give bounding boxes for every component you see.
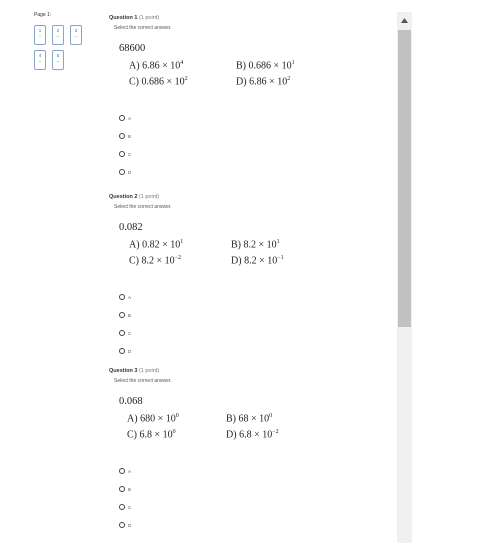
nav-status: -- [38,34,42,39]
choice-mantissa: 0.82 × 10 [142,239,181,251]
choice-letter: A) [129,60,140,72]
choice-letter: A) [129,239,140,251]
radio-option-c[interactable] [119,328,131,338]
radio-label: B [128,486,132,492]
choice-letter: D) [226,429,237,441]
choice-mantissa: 6.8 × 10 [139,429,173,441]
radio-option-b[interactable] [119,131,131,141]
choice-mantissa: 0.686 × 10 [248,60,292,72]
choice-letter: C) [129,76,139,88]
nav-number: 2 [56,28,60,33]
choice-letter: B) [236,60,246,72]
nav-status: -- [74,34,78,39]
choice-exponent: 4 [180,60,184,66]
choice-letter: A) [127,413,138,425]
radio-label: D [128,348,132,354]
radio-label: A [128,115,132,121]
radio-button[interactable] [119,486,125,492]
choice-mantissa: 6.86 × 10 [142,60,181,72]
radio-label: C [128,151,132,157]
choice-a [129,239,183,250]
radio-option-b[interactable] [119,310,131,320]
question-title [109,15,389,21]
choice-exponent: 0 [269,413,273,419]
radio-label: C [128,330,132,336]
radio-option-d[interactable] [119,520,131,530]
question-points: (1 point) [138,368,160,374]
radio-option-a[interactable] [119,466,131,476]
radio-label: D [128,522,132,528]
choice-exponent: 0 [172,429,176,435]
answer-choices [129,413,329,453]
choice-exponent: 2 [287,76,291,82]
choice-b [226,413,272,424]
nav-question-3-button[interactable] [70,25,82,45]
choice-b [236,60,295,71]
choice-a [127,413,179,424]
choice-a [129,60,183,71]
radio-button[interactable] [119,312,125,318]
choice-d [231,255,284,266]
radio-button[interactable] [119,133,125,139]
choice-mantissa: 6.86 × 10 [249,76,288,88]
question-number: Question 2 [109,194,138,200]
answer-choices [129,239,329,279]
radio-option-c[interactable] [119,502,131,512]
choice-exponent: 1 [180,239,184,245]
choice-letter: C) [127,429,137,441]
radio-option-d[interactable] [119,346,131,356]
nav-question-1-button[interactable] [34,25,46,45]
nav-number: 4 [38,53,42,58]
radio-label: B [128,133,132,139]
choice-d [236,76,290,87]
radio-option-a[interactable] [119,113,131,123]
choice-exponent: 1 [291,60,295,66]
question-title [109,368,389,374]
choice-d [226,429,279,440]
radio-button[interactable] [119,330,125,336]
question-stem: 0.082 [119,222,143,233]
nav-number: 3 [74,28,78,33]
nav-question-4-button[interactable] [34,50,46,70]
choice-b [231,239,280,250]
question-3 [109,368,389,528]
radio-label: A [128,468,132,474]
choice-mantissa: 6.8 × 10 [239,429,273,441]
choice-exponent: −2 [272,429,279,435]
choice-exponent: −2 [174,255,182,261]
choice-c [129,255,181,266]
choice-exponent: 2 [184,76,188,82]
question-instruction: Select the correct answer. [114,378,172,384]
radio-button[interactable] [119,522,125,528]
vertical-scrollbar[interactable] [397,12,412,543]
choice-mantissa: 8.2 × 10 [244,255,278,267]
choice-mantissa: 680 × 10 [140,413,176,425]
choice-exponent: −1 [277,255,284,261]
radio-label: C [128,504,132,510]
radio-option-a[interactable] [119,292,131,302]
nav-question-5-button[interactable] [52,50,64,70]
nav-question-2-button[interactable] [52,25,64,45]
question-instruction: Select the correct answer. [114,204,172,210]
choice-exponent: 1 [276,239,280,245]
choice-mantissa: 8.2 × 10 [243,239,277,251]
arrow-up-icon [401,18,408,23]
choice-letter: D) [236,76,247,88]
choice-letter: B) [231,239,241,251]
choice-mantissa: 8.2 × 10 [141,255,175,267]
choice-c [127,429,176,440]
question-points: (1 point) [138,15,160,21]
scroll-up-button[interactable] [397,12,412,29]
radio-button[interactable] [119,294,125,300]
nav-status: -- [56,34,60,39]
question-2 [109,194,389,354]
choice-letter: D) [231,255,242,267]
page-label: Page 1: [34,12,52,18]
radio-option-d[interactable] [119,167,131,177]
choice-exponent: 0 [175,413,179,419]
nav-status: -- [38,59,42,64]
choice-letter: C) [129,255,139,267]
question-1 [109,15,389,175]
question-stem: 68600 [119,43,146,54]
radio-button[interactable] [119,348,125,354]
choice-mantissa: 0.686 × 10 [141,76,185,88]
choice-letter: B) [226,413,236,425]
radio-button[interactable] [119,504,125,510]
question-title [109,194,389,200]
radio-button[interactable] [119,169,125,175]
radio-button[interactable] [119,468,125,474]
radio-label: A [128,294,132,300]
question-instruction: Select the correct answer. [114,25,172,31]
question-stem: 0.068 [119,396,143,407]
radio-label: D [128,169,132,175]
question-points: (1 point) [138,194,160,200]
nav-status: -- [56,59,60,64]
nav-number: 5 [56,53,60,58]
choice-c [129,76,188,87]
nav-number: 1 [38,28,42,33]
radio-option-c[interactable] [119,149,131,159]
choice-mantissa: 68 × 10 [238,413,270,425]
scroll-thumb[interactable] [398,30,411,327]
question-number: Question 1 [109,15,138,21]
questions-panel [104,12,394,543]
answer-choices [129,60,329,100]
radio-label: B [128,312,132,318]
question-number: Question 3 [109,368,138,374]
radio-button[interactable] [119,151,125,157]
radio-button[interactable] [119,115,125,121]
radio-option-b[interactable] [119,484,131,494]
